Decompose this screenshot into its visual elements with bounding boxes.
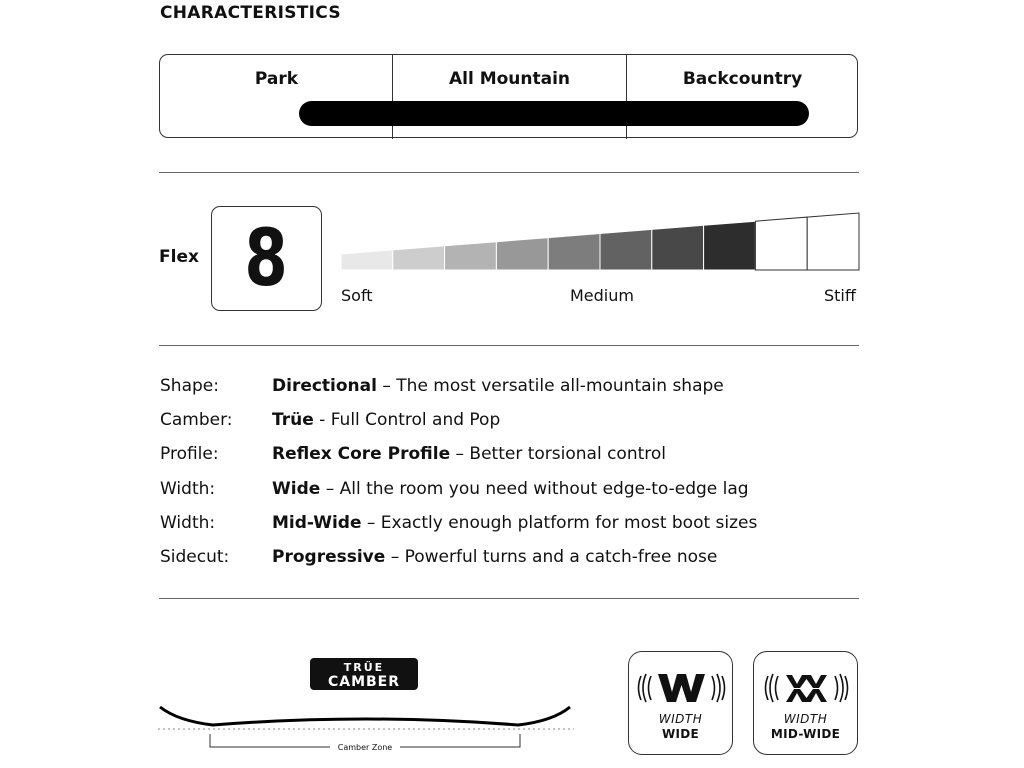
terrain-label-backcountry: Backcountry — [682, 69, 803, 89]
spec-name: Wide — [272, 479, 321, 499]
terrain-divider — [626, 55, 627, 139]
flex-segment — [445, 242, 497, 270]
spec-name: Directional — [272, 376, 377, 396]
spec-label-camber: Camber: — [160, 410, 233, 430]
badge-main-label: WIDE — [661, 727, 700, 741]
true-camber-logo — [310, 658, 418, 690]
spec-name: Progressive — [272, 547, 386, 567]
spec-value-width-mid — [272, 513, 757, 533]
spec-desc: – All the room you need without edge-to-edge lag — [325, 479, 749, 499]
spec-desc: – Powerful turns and a catch-free nose — [390, 547, 718, 567]
spec-label-sidecut: Sidecut: — [160, 547, 230, 567]
spec-desc: – Better torsional control — [455, 444, 667, 464]
flex-scale-medium: Medium — [570, 286, 634, 305]
spec-value-shape — [272, 376, 724, 396]
spec-desc: – The most versatile all-mountain shape — [382, 376, 724, 396]
spec-value-width — [272, 479, 749, 499]
spec-desc: - Full Control and Pop — [319, 410, 501, 430]
width-mid-wide-icon — [754, 668, 859, 708]
flex-segment — [548, 234, 600, 271]
board-profile — [160, 707, 570, 725]
terrain-range-bar — [299, 101, 809, 126]
spec-label-profile: Profile: — [160, 444, 219, 464]
flex-value-box — [211, 206, 322, 311]
divider — [159, 345, 859, 346]
spec-name: Mid-Wide — [272, 513, 362, 533]
flex-scale — [340, 212, 860, 272]
flex-segment — [496, 238, 548, 270]
spec-label-width: Width: — [160, 479, 216, 499]
flex-segment — [600, 229, 652, 270]
flex-segment — [704, 221, 756, 270]
flex-segment — [393, 246, 445, 270]
divider — [159, 172, 859, 173]
divider — [159, 598, 859, 599]
camber-logo-bottom: CAMBER — [327, 674, 401, 690]
badge-main-label: MID-WIDE — [770, 727, 841, 741]
flex-segment — [652, 225, 704, 270]
badge-sub-label: WIDTH — [783, 712, 828, 726]
spec-desc: – Exactly enough platform for most boot sizes — [366, 513, 758, 533]
flex-scale-stiff: Stiff — [824, 286, 856, 305]
width-wide-icon — [629, 668, 734, 708]
spec-name: Reflex Core Profile — [272, 444, 451, 464]
terrain-divider — [392, 55, 393, 139]
flex-segment — [807, 213, 859, 270]
camber-logo-top: TRÜE — [343, 661, 385, 674]
flex-scale-soft: Soft — [341, 286, 373, 305]
terrain-label-park: Park — [254, 69, 299, 89]
flex-value: 8 — [244, 213, 289, 304]
spec-label-width-mid: Width: — [160, 513, 216, 533]
flex-segment — [755, 217, 807, 270]
spec-label-shape: Shape: — [160, 376, 219, 396]
camber-profile-diagram — [158, 655, 576, 760]
width-wide-badge — [628, 651, 733, 755]
spec-value-profile — [272, 444, 666, 464]
width-mid-wide-badge — [753, 651, 858, 755]
spec-value-camber — [272, 410, 500, 430]
flex-label: Flex — [159, 247, 199, 267]
section-title: CHARACTERISTICS — [160, 3, 341, 23]
camber-zone-label: Camber Zone — [337, 743, 393, 752]
badge-sub-label: WIDTH — [658, 712, 703, 726]
spec-value-sidecut — [272, 547, 717, 567]
terrain-label-all-mountain: All Mountain — [448, 69, 571, 89]
spec-name: Trüe — [272, 410, 314, 430]
flex-segment — [341, 250, 393, 270]
